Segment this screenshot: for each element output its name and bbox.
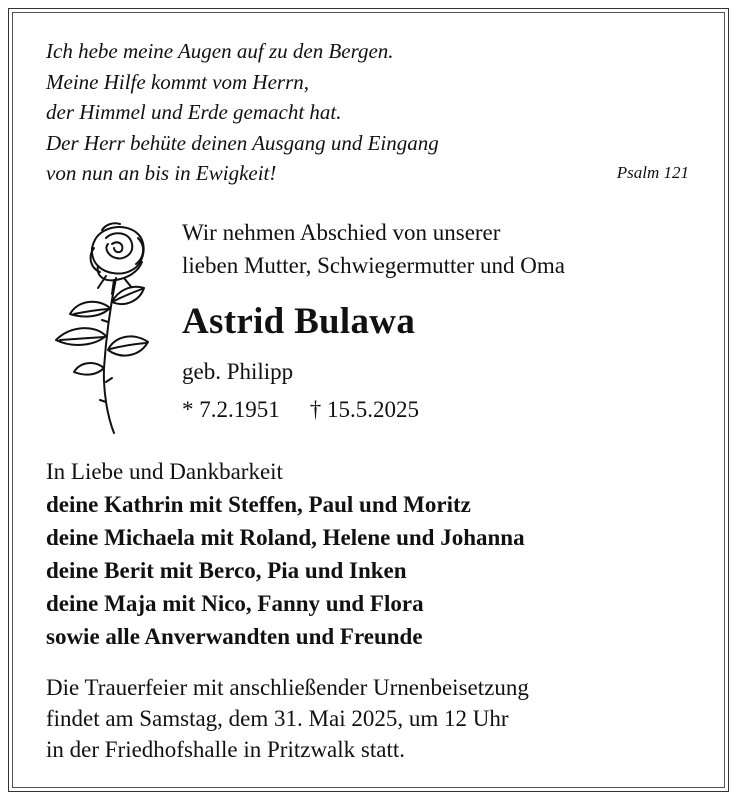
psalm-quote xyxy=(46,36,439,189)
deceased-name: Astrid Bulawa xyxy=(182,301,416,342)
birth-date: * 7.2.1951 xyxy=(182,397,280,422)
death-date: † 15.5.2025 xyxy=(309,397,419,422)
service-line: findet am Samstag, dem 31. Mai 2025, um 12 Uhr xyxy=(46,706,509,731)
intro-line: Wir nehmen Abschied von unserer xyxy=(182,220,501,245)
maiden-name: geb. Philipp xyxy=(182,359,294,384)
service-line: Die Trauerfeier mit anschließender Urnenbeisetzung xyxy=(46,675,529,700)
service-info xyxy=(46,672,529,765)
family-line: deine Michaela mit Roland, Helene und Johanna xyxy=(46,525,525,550)
family-line: deine Berit mit Berco, Pia und Inken xyxy=(46,558,407,583)
family-line: deine Kathrin mit Steffen, Paul und Moritz xyxy=(46,492,471,517)
psalm-line: Meine Hilfe kommt vom Herrn, xyxy=(46,69,310,94)
mourners-list xyxy=(46,455,525,653)
rose-icon xyxy=(48,218,160,438)
family-line: sowie alle Anverwandten und Freunde xyxy=(46,624,423,649)
mourners-intro: In Liebe und Dankbarkeit xyxy=(46,459,283,484)
psalm-line: Ich hebe meine Augen auf zu den Bergen. xyxy=(46,39,394,63)
psalm-line: der Himmel und Erde gemacht hat. xyxy=(46,100,342,124)
life-dates xyxy=(182,397,419,423)
psalm-line: von nun an bis in Ewigkeit! xyxy=(46,161,277,185)
psalm-reference: Psalm 121 xyxy=(616,163,689,182)
announcement-intro xyxy=(182,216,565,282)
intro-line: lieben Mutter, Schwiegermutter und Oma xyxy=(182,253,565,278)
service-line: in der Friedhofshalle in Pritzwalk statt. xyxy=(46,737,405,762)
family-line: deine Maja mit Nico, Fanny und Flora xyxy=(46,591,424,616)
psalm-line: Der Herr behüte deinen Ausgang und Eingang xyxy=(46,130,439,155)
